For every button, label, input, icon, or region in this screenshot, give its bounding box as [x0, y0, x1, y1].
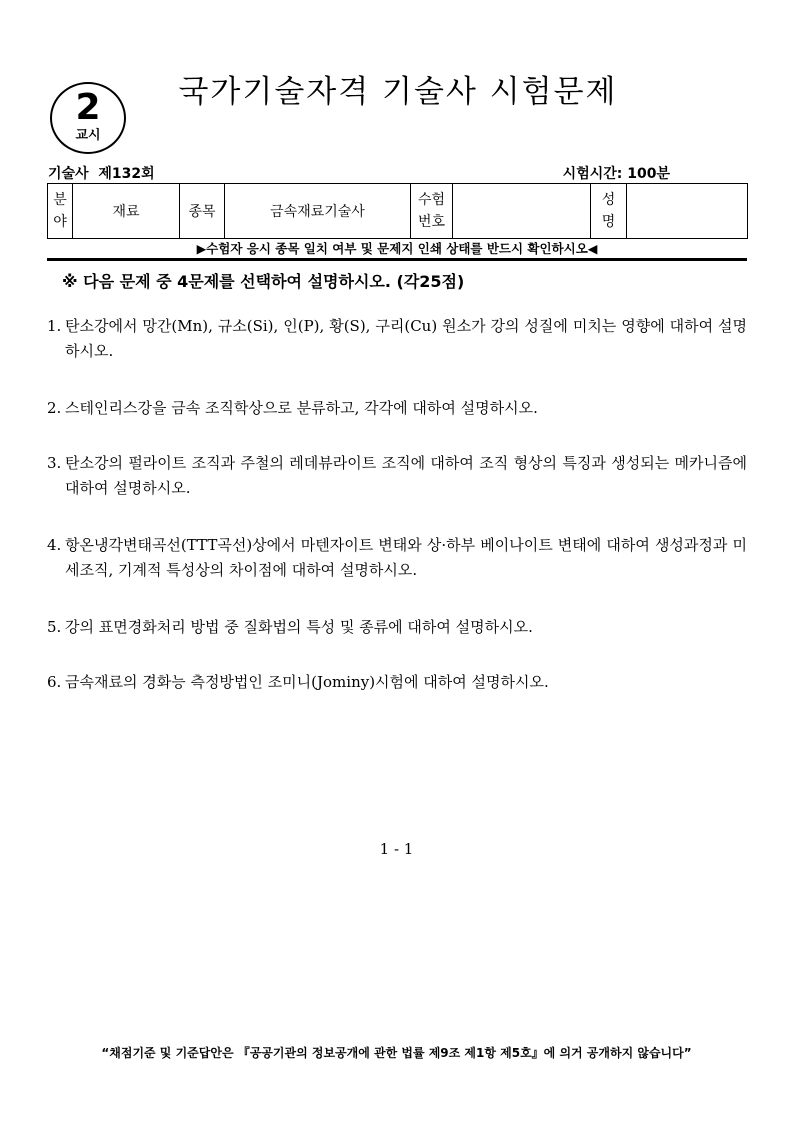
question-text: 금속재료의 경화능 측정방법인 조미니(Jominy)시험에 대하여 설명하시오.	[65, 673, 549, 691]
exam-number-label-bottom: 번호	[417, 214, 446, 230]
period-number: 2	[75, 87, 101, 128]
footer-note: “채점기준 및 기준답안은 『공공기관의 정보공개에 관한 법률 제9조 제1항 제5호』에 의거 공개하지 않습니다”	[101, 1046, 692, 1060]
question-number: 1.	[47, 317, 62, 335]
instruction-text: ※ 다음 문제 중 4문제를 선택하여 설명하시오. (각25점)	[62, 272, 465, 291]
question-item	[47, 451, 747, 501]
question-text: 스테인리스강을 금속 조직학상으로 분류하고, 각각에 대하여 설명하시오.	[65, 399, 538, 417]
question-number: 6.	[47, 673, 62, 691]
exam-number-label-top: 수험	[417, 192, 446, 208]
period-badge	[50, 82, 126, 154]
divider-line	[47, 258, 747, 261]
field-label-bottom: 야	[53, 214, 67, 230]
question-number: 4.	[47, 536, 62, 554]
question-text: 탄소강에서 망간(Mn), 규소(Si), 인(P), 황(S), 구리(Cu) 원소가 강의 성질에 미치는 영향에 대하여 설명하시오.	[65, 317, 747, 360]
period-label: 교시	[75, 128, 101, 143]
name-label-top: 성	[601, 192, 616, 208]
question-number: 5.	[47, 618, 62, 636]
question-number: 2.	[47, 399, 62, 417]
question-item	[47, 670, 747, 695]
question-item	[47, 615, 747, 640]
category-label: 종목	[180, 184, 225, 239]
field-label-cell	[48, 184, 73, 239]
question-text: 탄소강의 펄라이트 조직과 주철의 레데뷰라이트 조직에 대하여 조직 형상의 특징과 생성되는 메카니즘에 대하여 설명하시오.	[65, 454, 747, 497]
exam-number-label-cell	[411, 184, 453, 239]
category-value: 금속재료기술사	[225, 184, 411, 239]
exam-number-field[interactable]	[453, 184, 591, 239]
name-label-cell	[591, 184, 627, 239]
field-label-top: 분	[53, 192, 67, 208]
check-notice: ▶수험자 응시 종목 일치 여부 및 문제지 인쇄 상태를 반드시 확인하시오◀	[196, 241, 598, 256]
question-text: 항온냉각변태곡선(TTT곡선)상에서 마텐자이트 변태와 상·하부 베이나이트 변태에 대하여 생성과정과 미세조직, 기계적 특성상의 차이점에 대하여 설명하시오.	[65, 536, 747, 579]
question-item	[47, 533, 747, 583]
field-value: 재료	[73, 184, 180, 239]
exam-time	[563, 163, 670, 183]
name-label-bottom: 명	[601, 214, 616, 230]
exam-title: 국가기술자격 기술사 시험문제	[178, 74, 618, 110]
exam-info-row	[48, 163, 748, 183]
question-item	[47, 314, 747, 364]
name-field[interactable]	[627, 184, 748, 239]
exam-time-value: 100분	[627, 166, 670, 182]
question-item	[47, 396, 747, 421]
page-number: 1 - 1	[379, 840, 414, 858]
exam-round: 기술사 제132회	[48, 166, 155, 182]
question-number: 3.	[47, 454, 62, 472]
exam-time-label: 시험시간:	[562, 166, 623, 182]
exam-header-table	[47, 183, 748, 239]
question-text: 강의 표면경화처리 방법 중 질화법의 특성 및 종류에 대하여 설명하시오.	[65, 618, 533, 636]
